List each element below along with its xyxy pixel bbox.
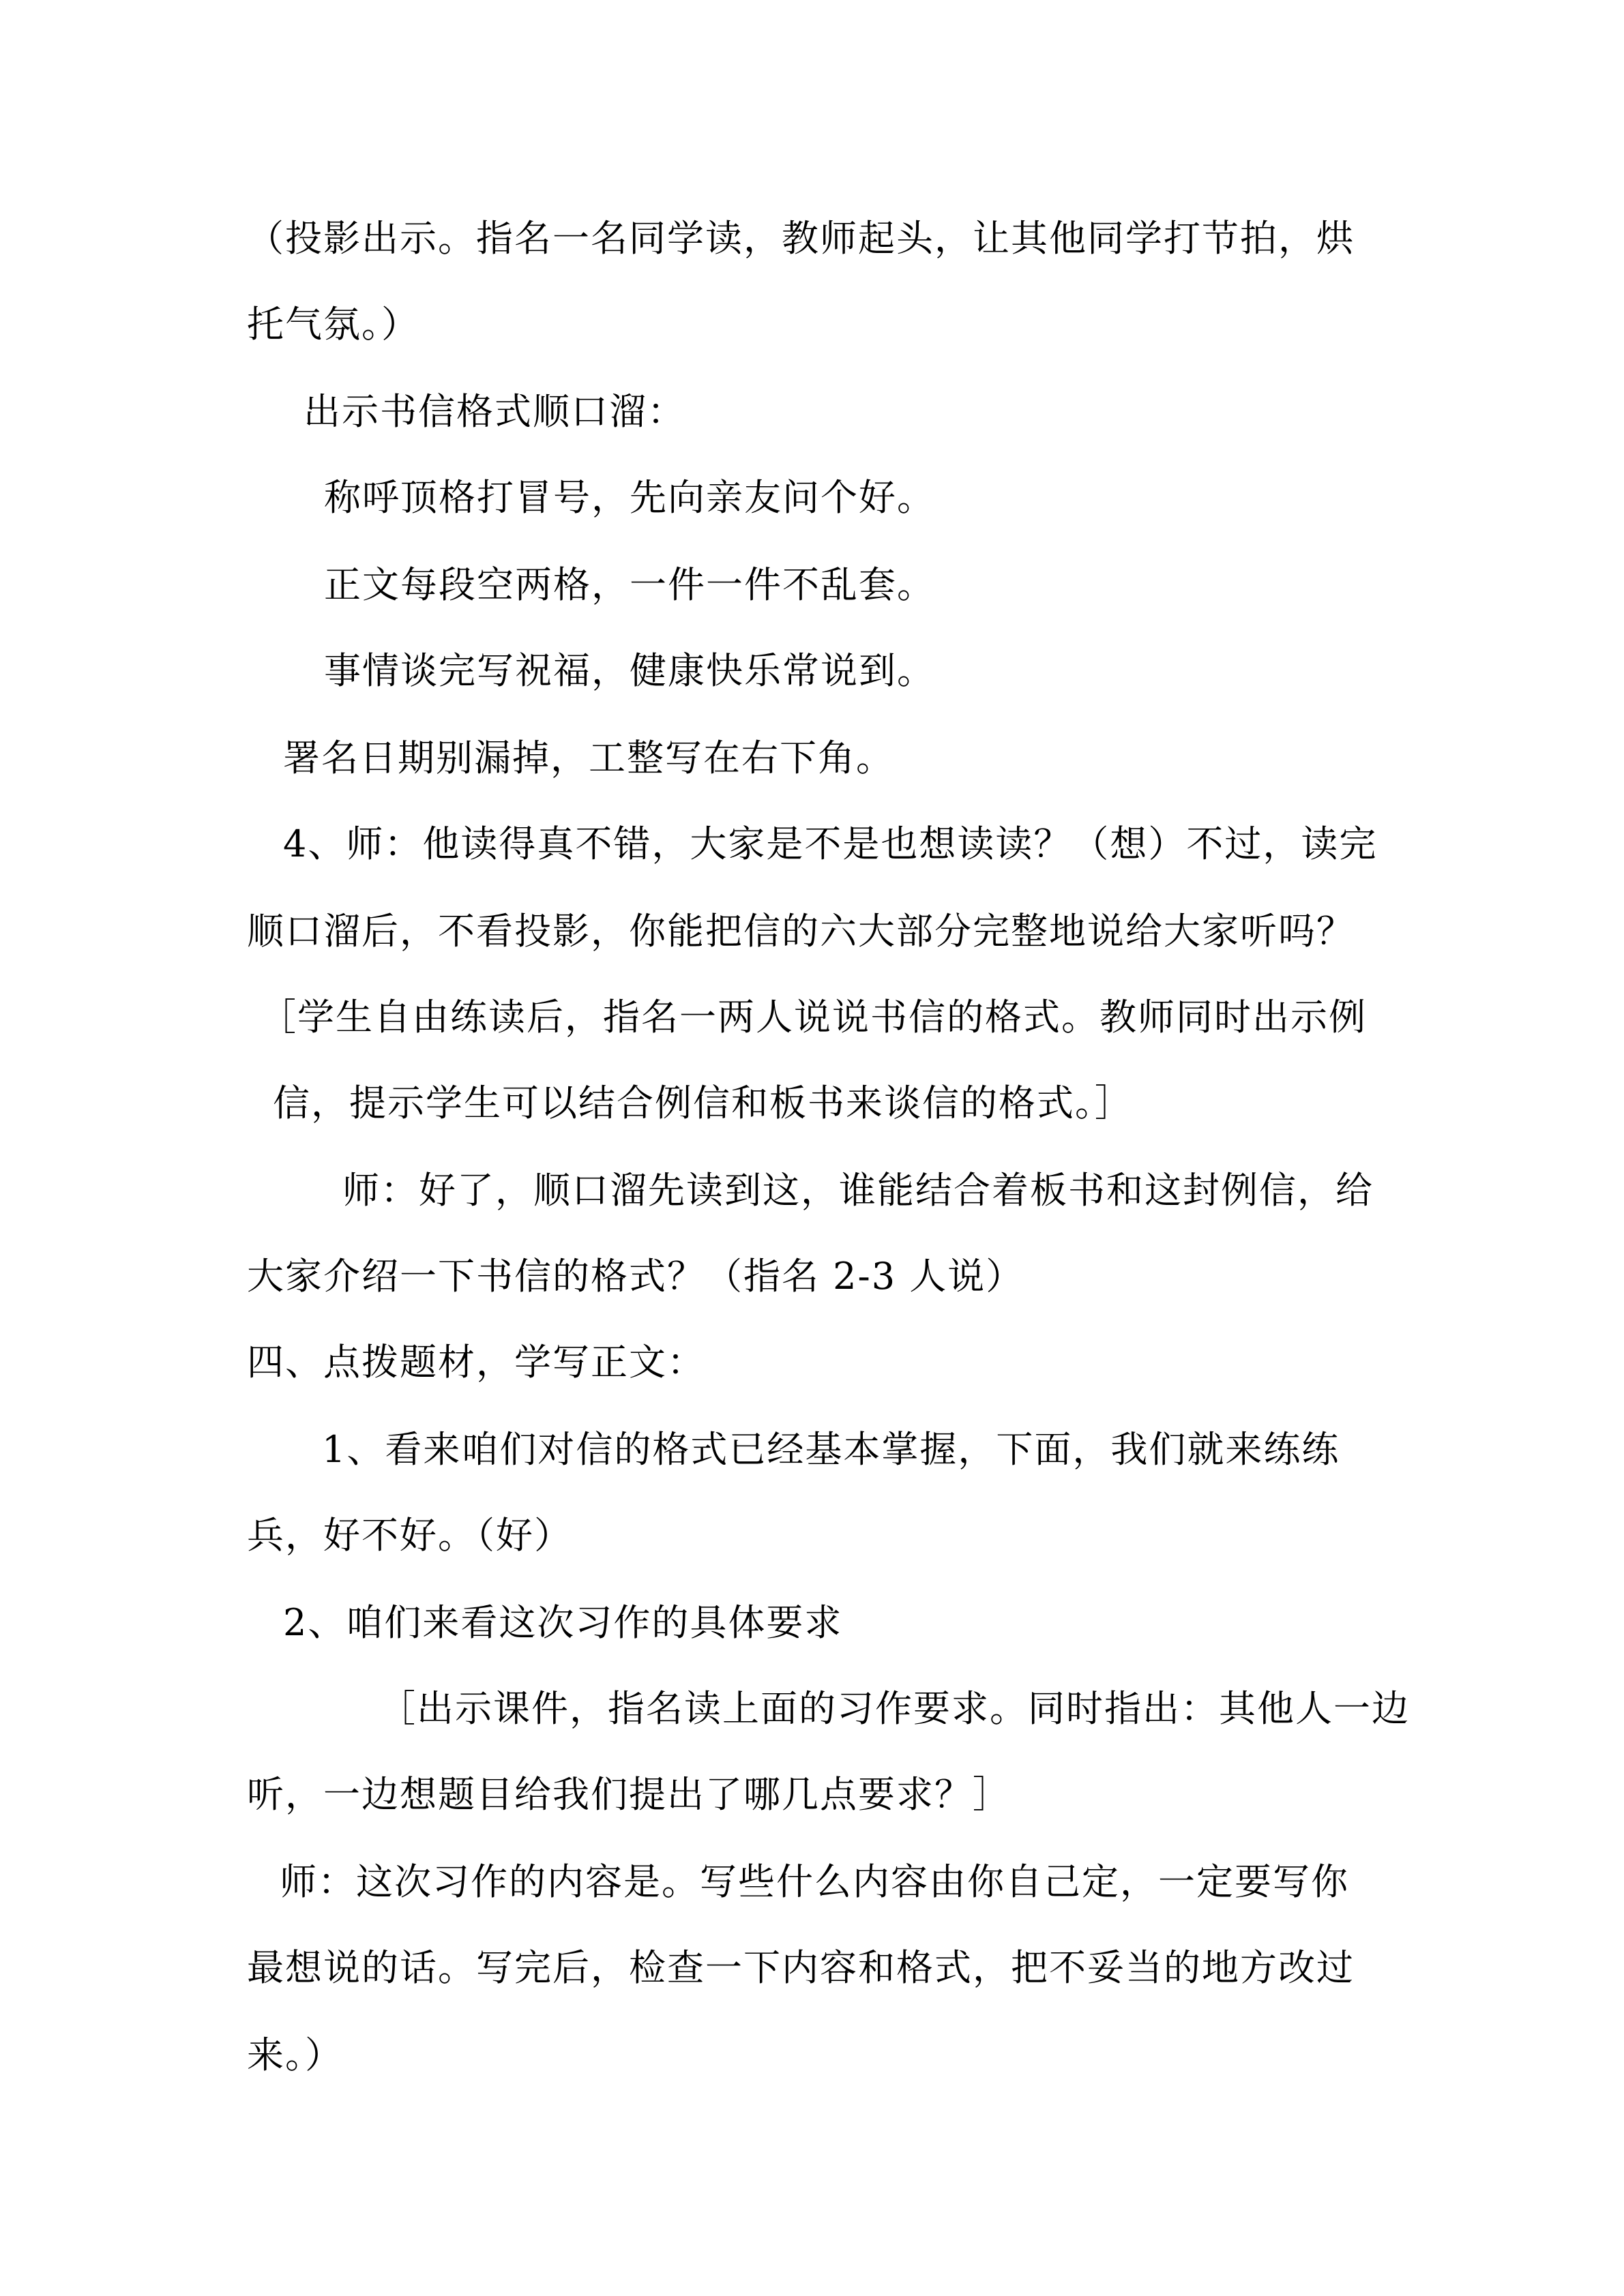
text-line-9: 顺口溜后，不看投影，你能把信的六大部分完整地说给大家听吗？ — [247, 910, 1355, 953]
text-line-19: 听，一边想题目给我们提出了哪几点要求？］ — [247, 1773, 1011, 1816]
text-line-15: 1、看来咱们对信的格式已经基本掌握，下面，我们就来练练 — [322, 1428, 1340, 1471]
text-line-21: 最想说的话。写完后，检查一下内容和格式，把不妥当的地方改过 — [247, 1946, 1355, 1989]
text-line-13: 大家介绍一下书信的格式？（指名 2-3 人说） — [247, 1255, 1024, 1298]
text-line-14: 四、点拨题材，学写正文： — [247, 1341, 705, 1384]
text-line-11: 信，提示学生可以结合例信和板书来谈信的格式。］ — [273, 1082, 1133, 1124]
text-line-5: 正文每段空两格，一件一件不乱套。 — [324, 563, 935, 606]
text-line-22: 来。） — [247, 2033, 343, 2076]
text-line-20: 师：这次习作的内容是。写些什么内容由你自己定，一定要写你 — [280, 1860, 1349, 1903]
text-line-4: 称呼顶格打冒号，先向亲友问个好。 — [324, 476, 935, 519]
text-line-7: 署名日期别漏掉，工整写在右下角。 — [283, 736, 894, 779]
text-line-17: 2、咱们来看这次习作的具体要求 — [283, 1601, 843, 1644]
text-line-10: ［学生自由练读后，指名一两人说说书信的格式。教师同时出示例 — [259, 996, 1367, 1039]
text-line-8: 4、师：他读得真不错，大家是不是也想读读？（想）不过，读完 — [283, 822, 1378, 865]
text-line-2: 托气氛。） — [247, 303, 419, 346]
text-line-16: 兵，好不好。（好） — [247, 1514, 572, 1557]
text-line-3: 出示书信格式顺口溜： — [304, 390, 685, 433]
text-line-6: 事情谈完写祝福，健康快乐常说到。 — [324, 649, 935, 692]
text-line-18: ［出示课件，指名读上面的习作要求。同时指出：其他人一边 — [379, 1687, 1410, 1730]
text-line-1: （投影出示。指名一名同学读，教师起头，让其他同学打节拍，烘 — [247, 217, 1355, 260]
text-line-12: 师：好了，顺口溜先读到这，谁能结合着板书和这封例信，给 — [342, 1169, 1374, 1212]
